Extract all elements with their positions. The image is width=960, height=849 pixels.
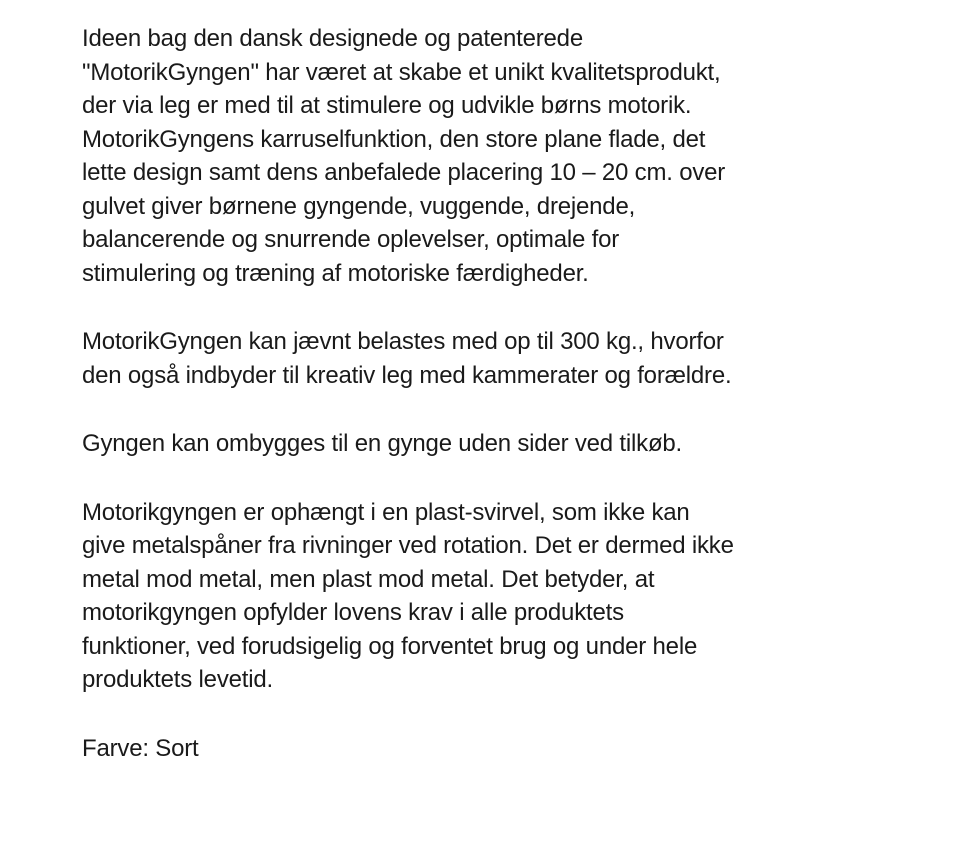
text-line: MotorikGyngen kan jævnt belastes med op til 300 kg., hvorfor (82, 328, 724, 355)
text-line: "MotorikGyngen" har været at skabe et unikt kvalitetsprodukt, (82, 58, 721, 86)
paragraph-spacer (82, 461, 952, 496)
paragraph-spacer (82, 392, 952, 427)
text-line: Ideen bag den dansk designede og patenterede (82, 25, 583, 52)
paragraph-load-capacity (82, 325, 952, 392)
text-line: funktioner, ved forudsigelig og forventet brug og under hele (82, 632, 698, 660)
text-line: der via leg er med til at stimulere og udvikle børns motorik. (82, 92, 692, 119)
text-line: MotorikGyngens karruselfunktion, den store plane flade, det (82, 125, 706, 153)
paragraph-conversion (82, 427, 952, 461)
text-line: stimulering og træning af motoriske færdigheder. (82, 259, 589, 287)
text-line: den også indbyder til kreativ leg med kammerater og forældre. (82, 361, 732, 389)
text-line: motorikgyngen opfylder lovens krav i alle produktets (82, 599, 624, 626)
text-line: Motorikgyngen er ophængt i en plast-svirvel, som ikke kan (82, 498, 690, 526)
text-line: Gyngen kan ombygges til en gynge uden sider ved tilkøb. (82, 430, 683, 457)
text-line: gulvet giver børnene gyngende, vuggende, drejende, (82, 192, 636, 220)
text-line: balancerende og snurrende oplevelser, optimale for (82, 226, 620, 253)
paragraph-spacer (82, 290, 952, 325)
paragraph-color (82, 732, 952, 766)
text-line: Farve: Sort (82, 734, 199, 762)
text-line: metal mod metal, men plast mod metal. Det betyder, at (82, 565, 655, 593)
text-line: give metalspåner fra rivninger ved rotation. Det er dermed ikke (82, 532, 734, 559)
paragraph-swivel (82, 496, 952, 697)
product-description (82, 22, 952, 765)
paragraph-spacer (82, 697, 952, 732)
text-line: lette design samt dens anbefalede placering 10 – 20 cm. over (82, 159, 726, 186)
paragraph-intro (82, 22, 952, 290)
text-line: produktets levetid. (82, 666, 273, 693)
